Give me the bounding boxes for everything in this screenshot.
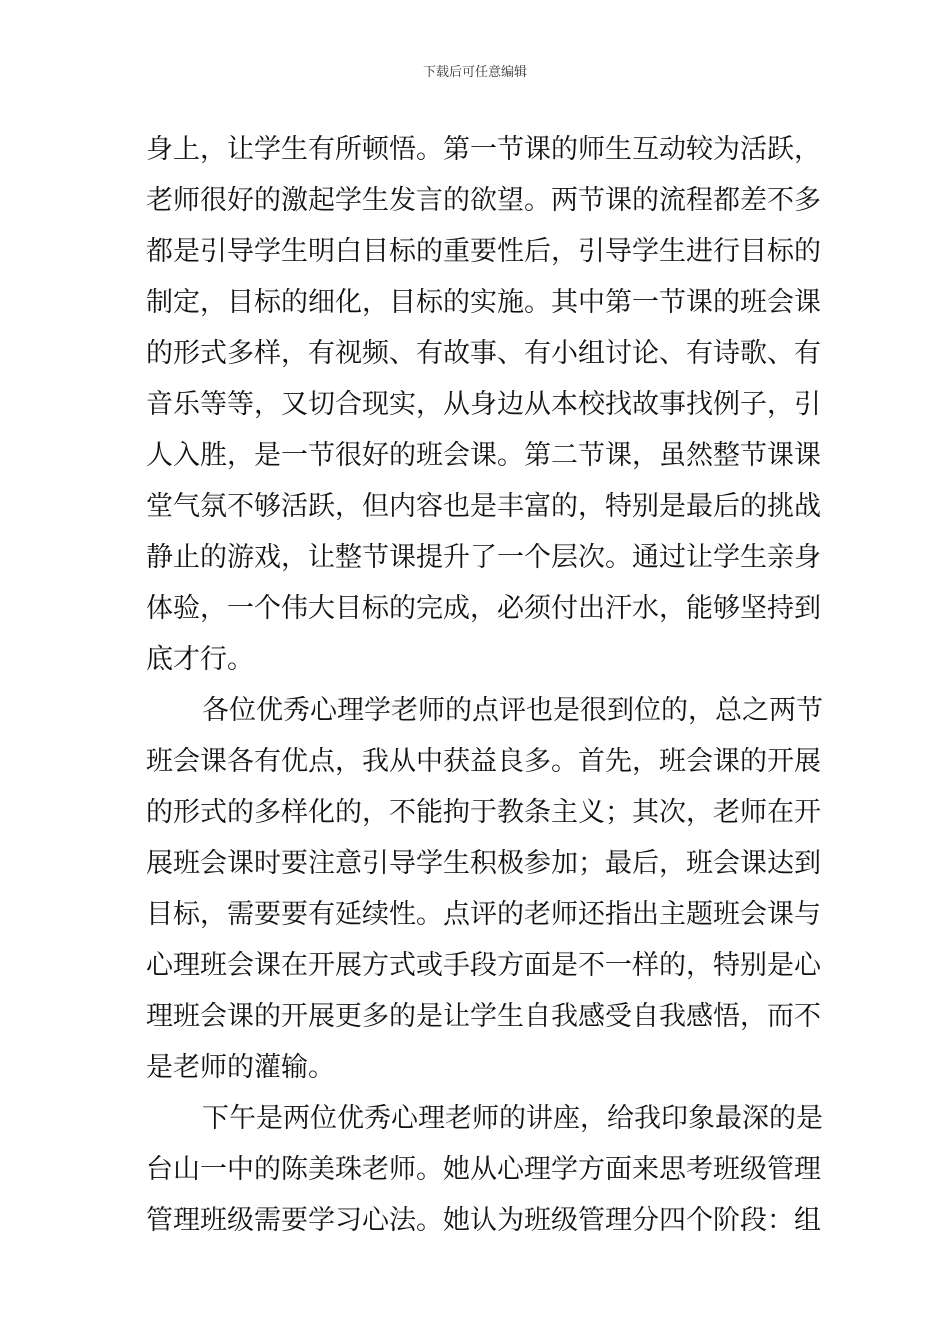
text-line: 理班会课的开展更多的是让学生自我感受自我感悟，而不 bbox=[146, 1001, 821, 1032]
page-header: 下载后可任意编辑 bbox=[422, 65, 527, 80]
text-line: 身上，让学生有所顿悟。第一节课的师生互动较为活跃， bbox=[146, 134, 821, 165]
text-line: 下午是两位优秀心理老师的讲座，给我印象最深的是 bbox=[202, 1103, 823, 1134]
paragraph bbox=[146, 1093, 823, 1246]
text-line: 的形式多样，有视频、有故事、有小组讨论、有诗歌、有 bbox=[146, 338, 821, 369]
text-line: 班会课各有优点，我从中获益良多。首先，班会课的开展 bbox=[146, 746, 821, 777]
text-line: 老师很好的激起学生发言的欲望。两节课的流程都差不多 bbox=[146, 185, 821, 216]
text-line: 人入胜，是一节很好的班会课。第二节课，虽然整节课课 bbox=[146, 440, 821, 471]
text-line: 展班会课时要注意引导学生积极参加；最后，班会课达到 bbox=[146, 848, 821, 879]
paragraph bbox=[146, 685, 823, 1093]
text-line: 底才行。 bbox=[146, 644, 254, 675]
text-line: 心理班会课在开展方式或手段方面是不一样的，特别是心 bbox=[146, 950, 821, 981]
text-line: 音乐等等，又切合现实，从身边从本校找故事找例子，引 bbox=[146, 389, 821, 420]
text-line: 堂气氛不够活跃，但内容也是丰富的，特别是最后的挑战 bbox=[146, 491, 821, 522]
text-line: 都是引导学生明白目标的重要性后，引导学生进行目标的 bbox=[146, 236, 821, 267]
text-line: 的形式的多样化的，不能拘于教条主义；其次，老师在开 bbox=[146, 797, 821, 828]
text-line: 目标，需要要有延续性。点评的老师还指出主题班会课与 bbox=[146, 899, 821, 930]
paragraph bbox=[146, 124, 821, 685]
text-line: 是老师的灌输。 bbox=[146, 1052, 335, 1083]
text-line: 体验，一个伟大目标的完成，必须付出汗水，能够坚持到 bbox=[146, 593, 821, 624]
text-line: 制定，目标的细化，目标的实施。其中第一节课的班会课 bbox=[146, 287, 821, 318]
text-line: 台山一中的陈美珠老师。她从心理学方面来思考班级管理 bbox=[146, 1154, 821, 1185]
document-body bbox=[146, 124, 823, 1246]
text-line: 管理班级需要学习心法。她认为班级管理分四个阶段：组 bbox=[146, 1205, 821, 1236]
text-line: 各位优秀心理学老师的点评也是很到位的，总之两节 bbox=[202, 695, 823, 726]
text-line: 静止的游戏，让整节课提升了一个层次。通过让学生亲身 bbox=[146, 542, 821, 573]
